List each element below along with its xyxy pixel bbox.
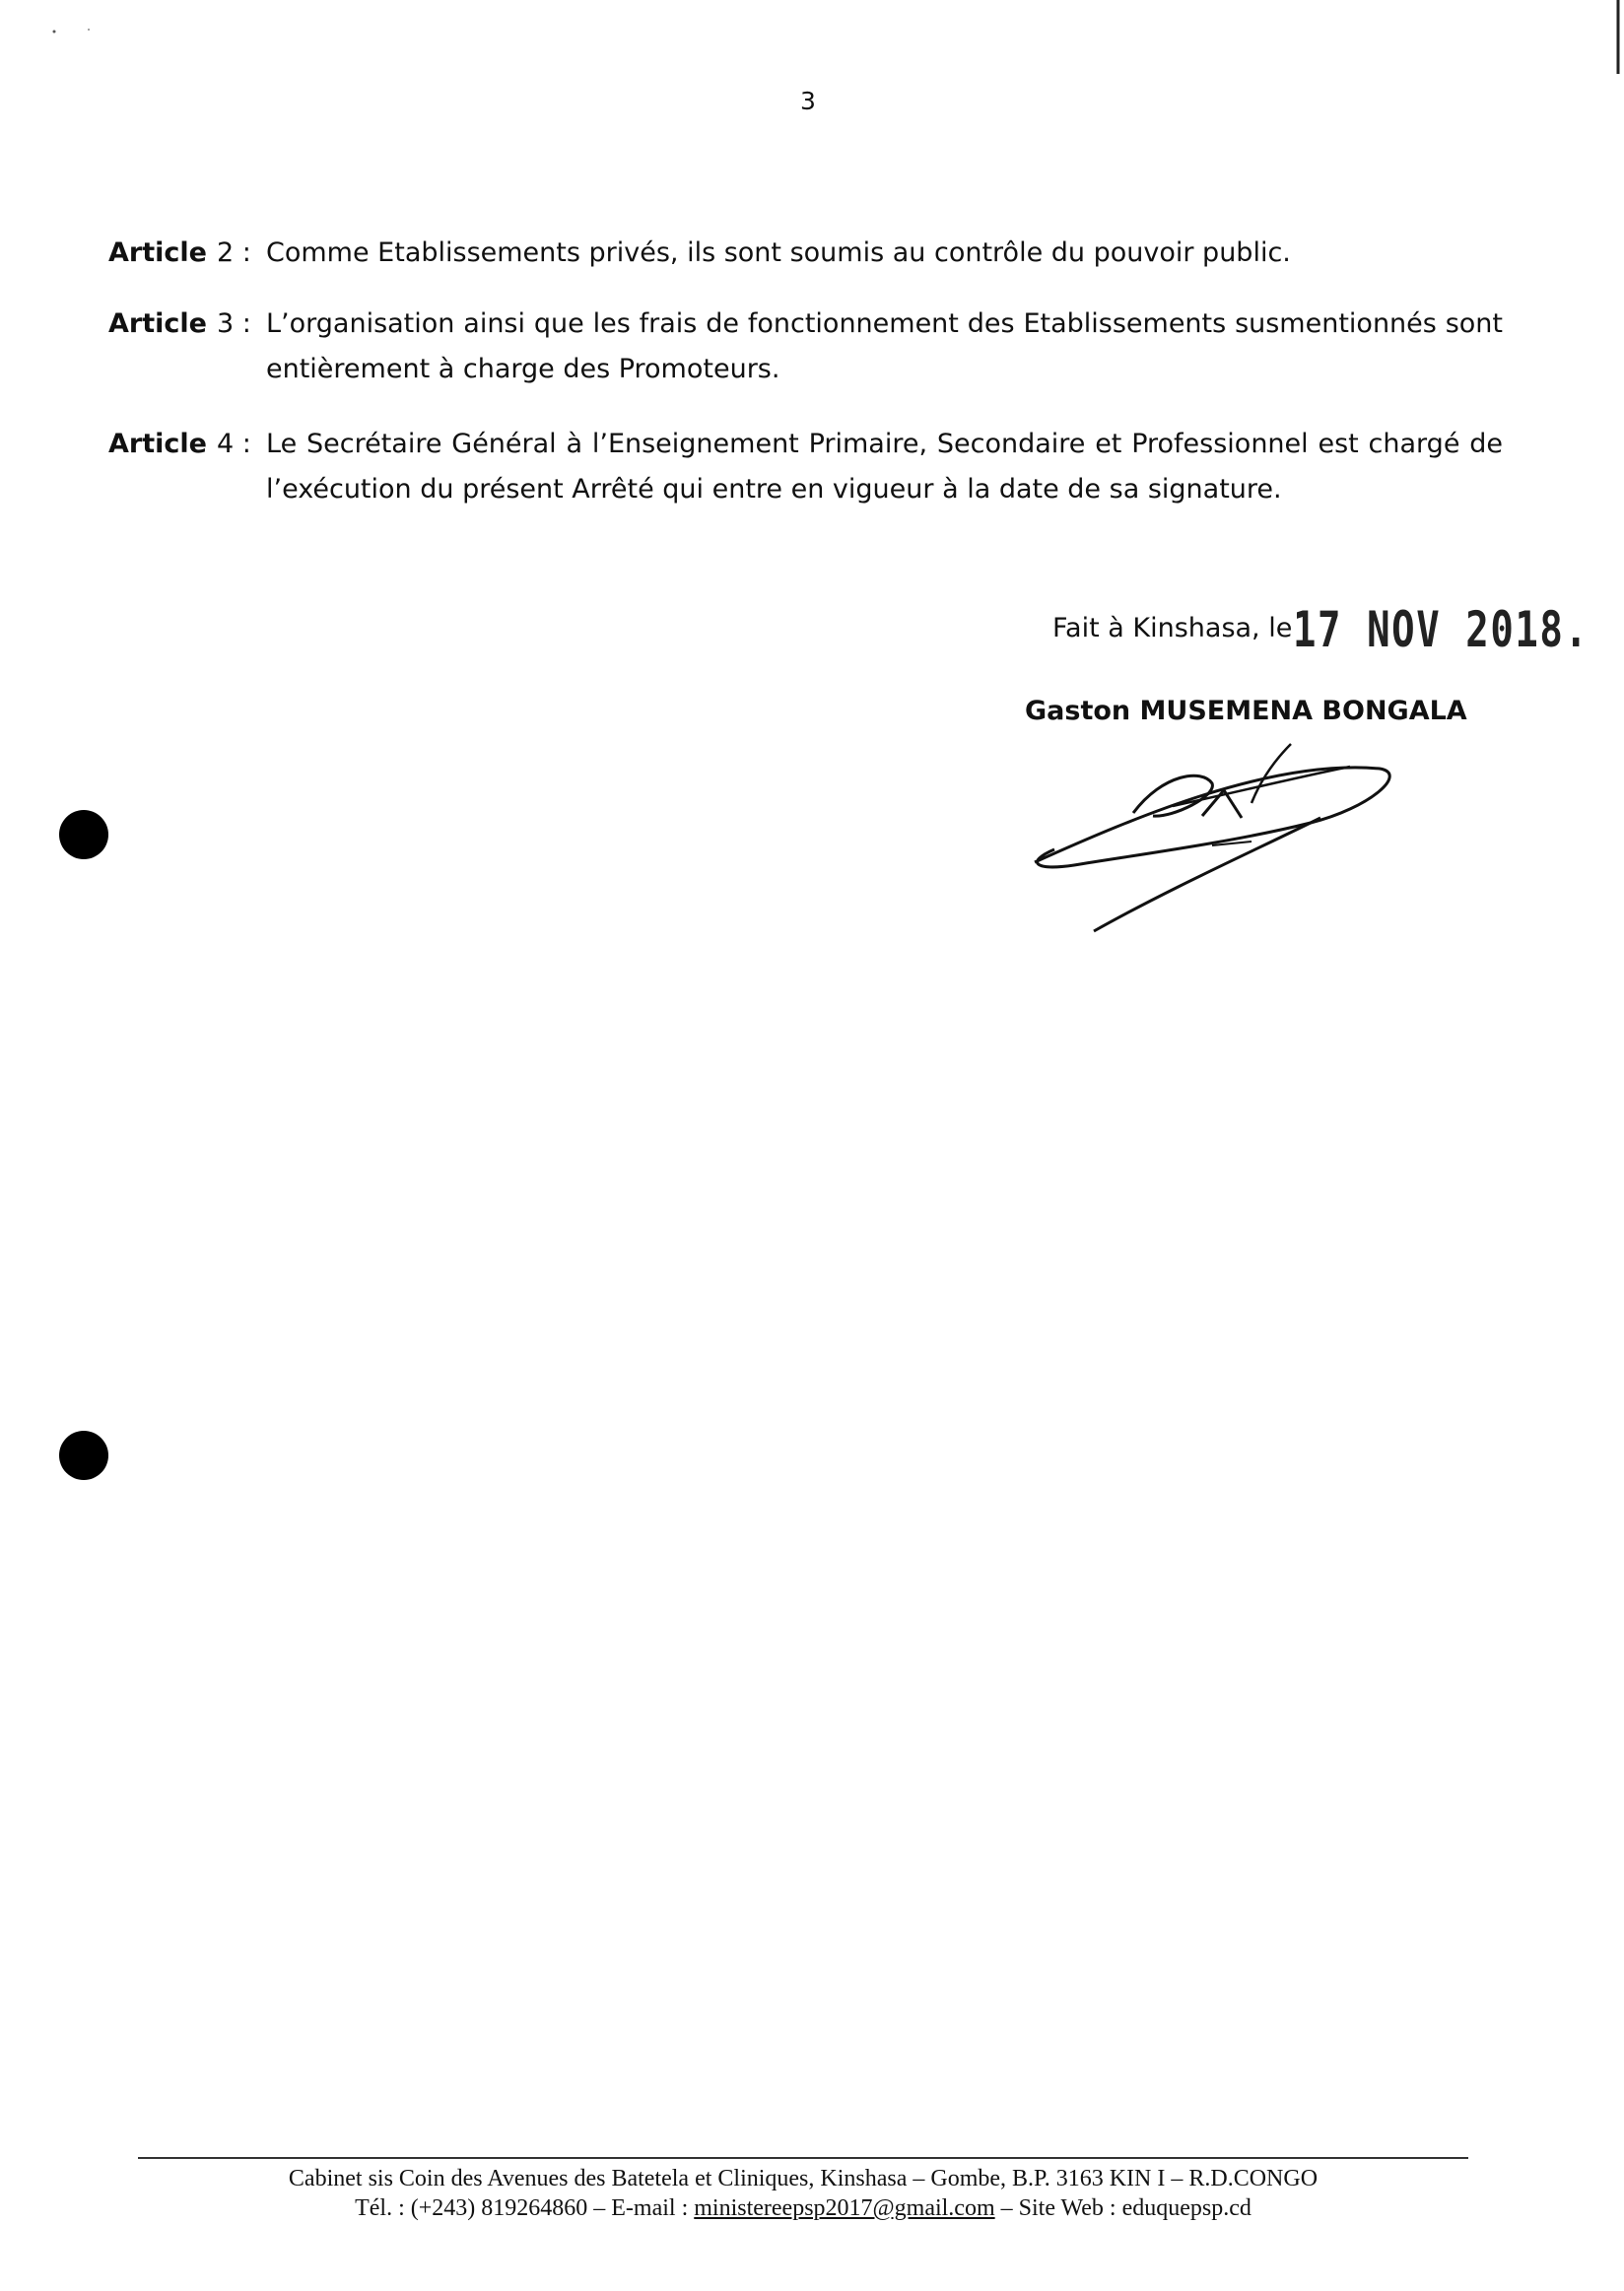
footer-rule bbox=[138, 2157, 1468, 2159]
date-stamp: 17 NOV 2018. bbox=[1293, 601, 1590, 658]
page-number: 3 bbox=[800, 87, 816, 115]
article-label: Article bbox=[108, 237, 207, 268]
article-label: Article bbox=[108, 429, 207, 459]
footer-tel: Tél. : (+243) 819264860 – E-mail : bbox=[355, 2195, 695, 2221]
article-4 bbox=[108, 422, 1508, 512]
article-2 bbox=[108, 231, 1508, 276]
footer-address: Cabinet sis Coin des Avenues des Batetela et Cliniques, Kinshasa – Gombe, B.P. 3163 KIN I – R.D.CONGO bbox=[288, 2166, 1319, 2191]
article-text: L’organisation ainsi que les frais de fonctionnement des Etablissements susmentionnés sont entièrement à charge des Promoteurs. bbox=[266, 308, 1503, 384]
handwritten-signature bbox=[1015, 739, 1429, 946]
signatory-name: Gaston MUSEMENA BONGALA bbox=[1025, 696, 1467, 726]
article-label: Article bbox=[108, 308, 207, 339]
footer bbox=[138, 2164, 1468, 2223]
article-text: Le Secrétaire Général à l’Enseignement Primaire, Secondaire et Professionnel est chargé de l’exécution du présent Arrêté qui entre en vigueur à la date de sa signature. bbox=[266, 429, 1503, 505]
article-text: Comme Etablissements privés, ils sont soumis au contrôle du pouvoir public. bbox=[266, 237, 1291, 268]
article-3 bbox=[108, 302, 1508, 392]
footer-email-link[interactable]: ministereepsp2017@gmail.com bbox=[694, 2195, 995, 2221]
footer-contact bbox=[138, 2193, 1468, 2223]
punch-hole-top bbox=[59, 810, 108, 859]
article-number: 2 : bbox=[217, 237, 251, 268]
article-number: 3 : bbox=[217, 308, 251, 339]
footer-website: – Site Web : eduquepsp.cd bbox=[994, 2195, 1252, 2221]
article-number: 4 : bbox=[217, 429, 251, 459]
place-of-signing: Fait à Kinshasa, le bbox=[1052, 613, 1293, 643]
punch-hole-bottom bbox=[59, 1431, 108, 1480]
